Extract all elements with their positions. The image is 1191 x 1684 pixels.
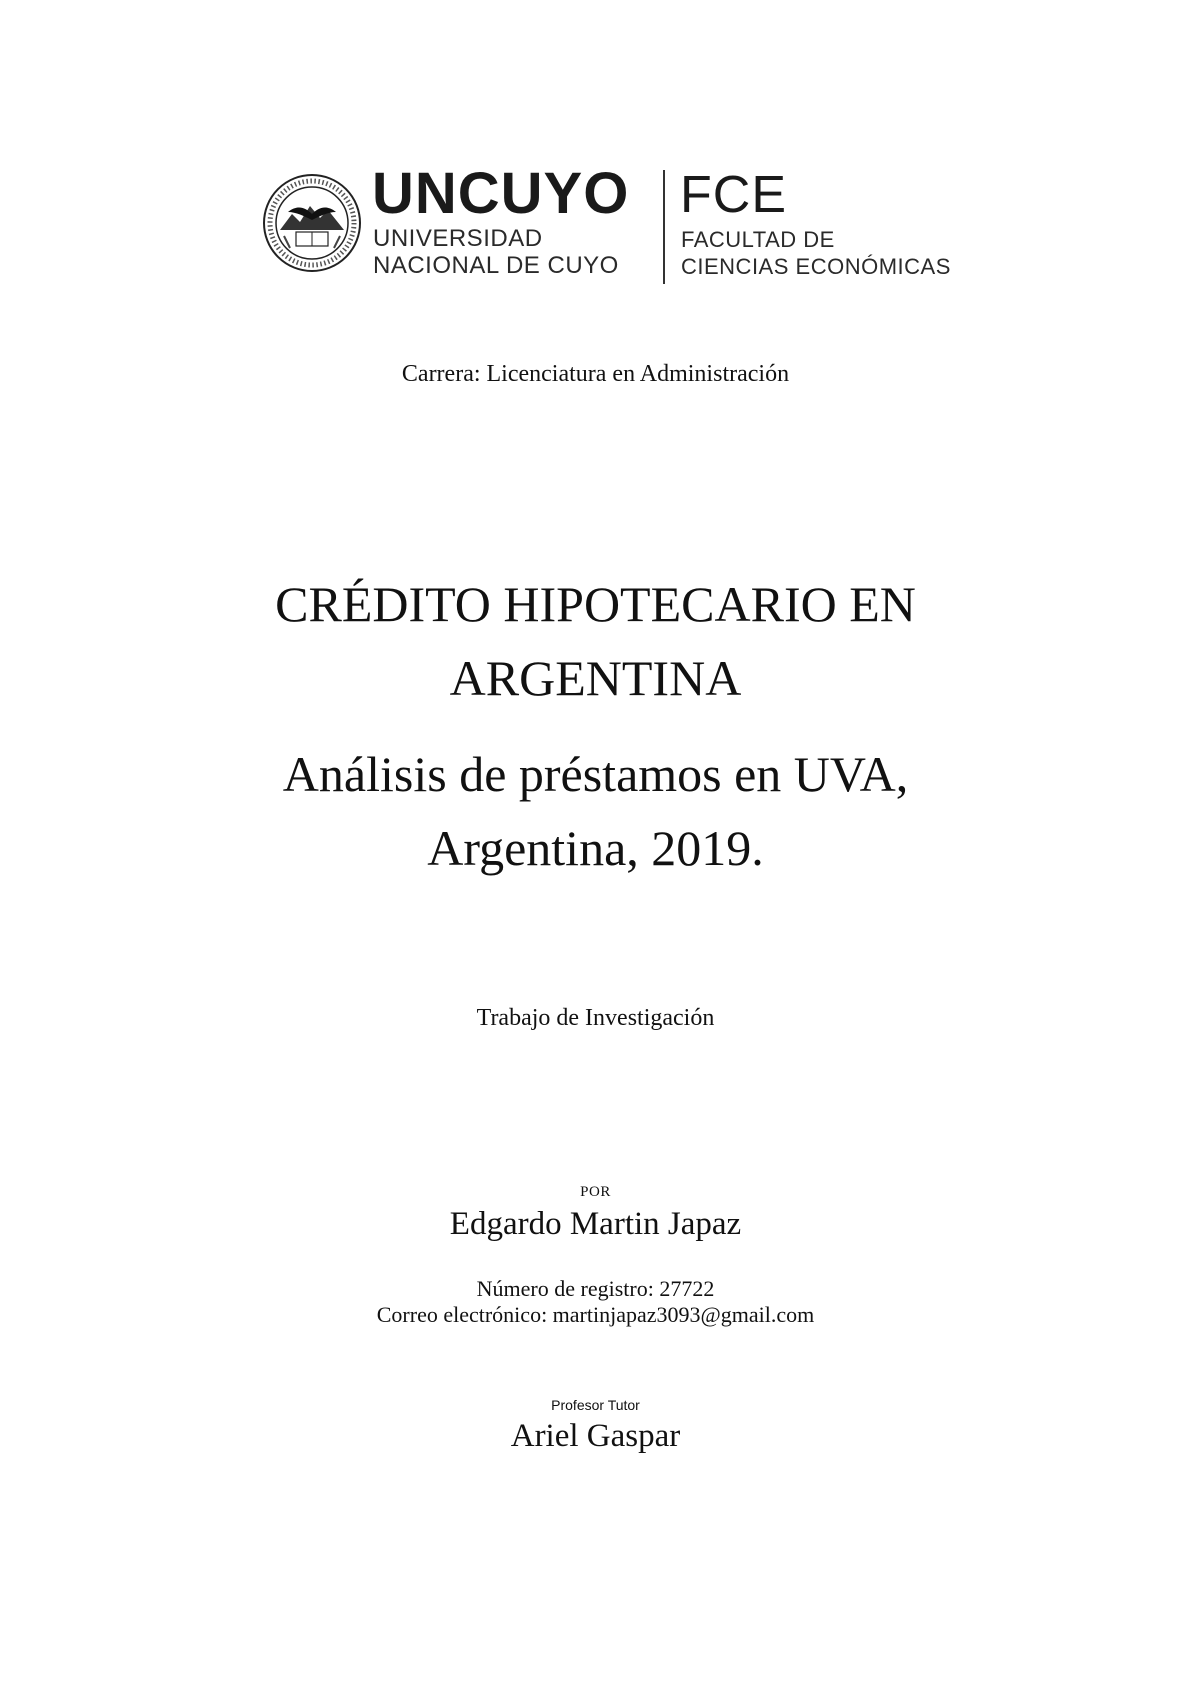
tutor-label: Profesor Tutor [551, 1397, 640, 1413]
document-subtitle-line2: Argentina, 2019. [427, 820, 764, 876]
author-name: Edgardo Martin Japaz [449, 1206, 742, 1242]
degree-program: Carrera: Licenciatura en Administración [401, 361, 790, 387]
document-title-line1: CRÉDITO HIPOTECARIO EN [275, 576, 916, 632]
fce-logo-wordmark: FCE [680, 166, 787, 224]
author-email: Correo electrónico: martinjapaz3093@gmail.com [376, 1302, 815, 1327]
logo-divider [663, 170, 665, 284]
uncuyo-subtitle-line1: UNIVERSIDAD [373, 225, 543, 252]
by-label: POR [580, 1184, 611, 1200]
work-type: Trabajo de Investigación [476, 1005, 715, 1031]
university-seal-icon [262, 168, 362, 278]
uncuyo-subtitle-line2: NACIONAL DE CUYO [373, 252, 619, 279]
fce-subtitle-line1: FACULTAD DE [681, 227, 835, 252]
tutor-name: Ariel Gaspar [510, 1418, 681, 1454]
uncuyo-logo-wordmark: UNCUYO [372, 161, 630, 226]
document-title-line2: ARGENTINA [449, 650, 742, 706]
fce-subtitle-line2: CIENCIAS ECONÓMICAS [681, 254, 951, 279]
registration-number: Número de registro: 27722 [476, 1276, 715, 1301]
document-subtitle-line1: Análisis de préstamos en UVA, [282, 746, 909, 802]
